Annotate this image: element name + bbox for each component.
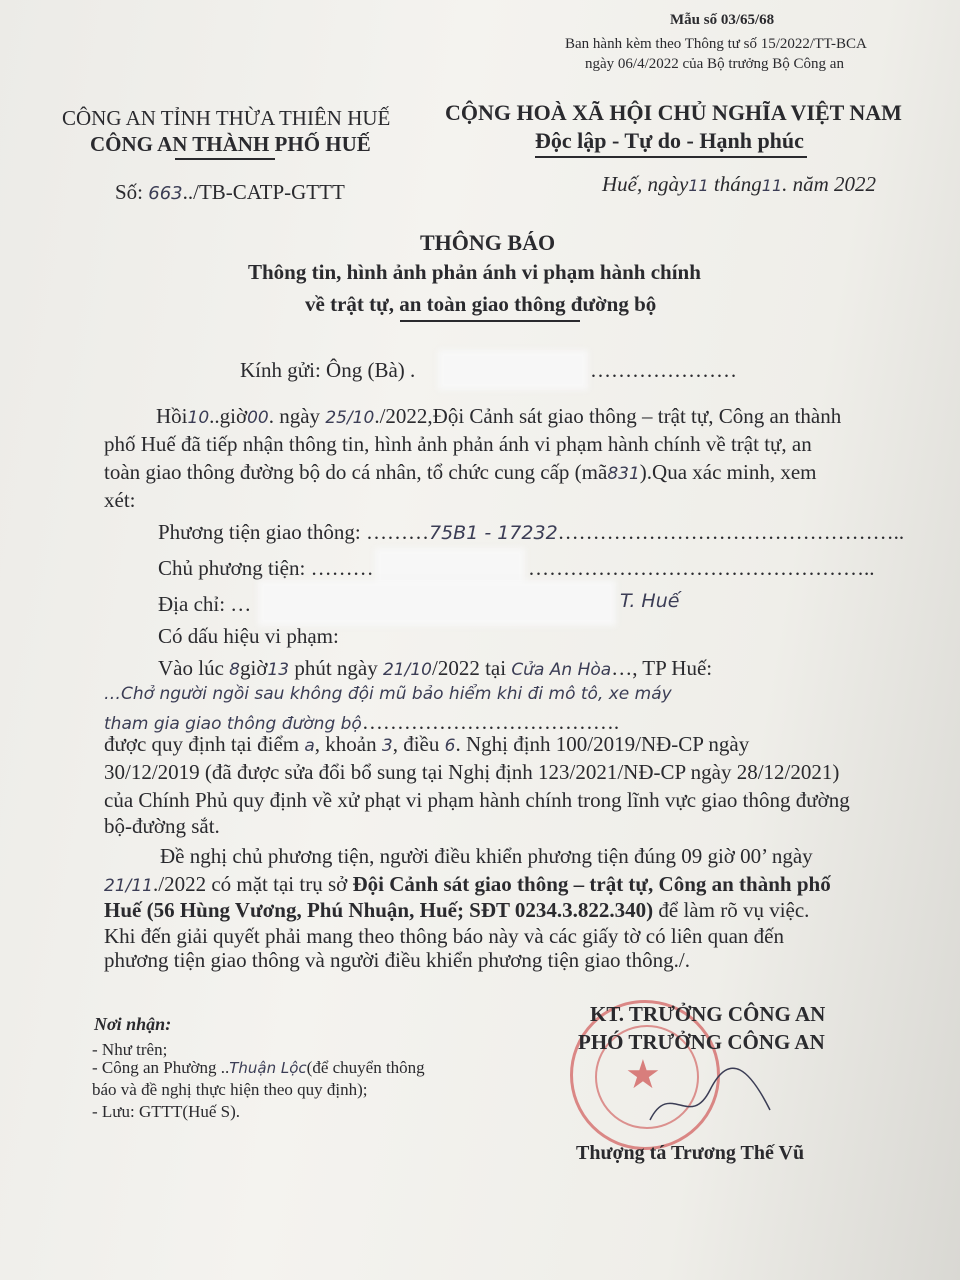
redacted-recipient <box>438 350 588 390</box>
request-line-2 <box>104 872 831 897</box>
signature-title-2: PHÓ TRƯỞNG CÔNG AN <box>578 1030 825 1054</box>
violation-decree: . Nghị định 100/2019/NĐ-CP ngày <box>455 732 750 756</box>
vehicle-label: Phương tiện giao thông: ……… <box>158 520 429 544</box>
doc-subtitle-1: Thông tin, hình ảnh phản ánh vi phạm hành chính <box>248 260 701 284</box>
address-label: Địa chỉ: … <box>158 592 252 616</box>
signature-title-1: KT. TRƯỞNG CÔNG AN <box>590 1002 826 1026</box>
seal-star-icon: ★ <box>625 1052 661 1097</box>
violation-hour-hand: 8 <box>229 660 240 680</box>
vehicle-value-hand: 75B1 - 17232 <box>428 522 558 544</box>
intro-hour-hand: 10 <box>187 408 210 428</box>
intro-line-3 <box>104 460 816 485</box>
request-l2-bold: Đội Cảnh sát giao thông – trật tự, Công an thành phố <box>352 872 831 896</box>
recipients-item-2-cont: báo và đề nghị thực hiện theo quy định); <box>92 1080 368 1099</box>
recipients-item-3: - Lưu: GTTT(Huế S). <box>92 1102 241 1121</box>
signer-name: Thượng tá Trương Thế Vũ <box>576 1142 805 1164</box>
address-value-hand: T. Huế <box>620 590 680 612</box>
agency-name: CÔNG AN THÀNH PHỐ HUẾ <box>90 132 371 156</box>
intro-line3-b: ).Qua xác minh, xem <box>639 460 817 484</box>
request-line-3 <box>104 898 809 923</box>
violation-line-6: của Chính Phủ quy định về xử phạt vi phạm hành chính trong lĩnh vực giao thông đường <box>104 788 850 812</box>
date-prefix: Huế, ngày <box>602 172 689 196</box>
date-mid: tháng <box>713 172 762 196</box>
signature-scribble <box>640 1060 780 1140</box>
agency-parent: CÔNG AN TỈNH THỪA THIÊN HUẾ <box>62 106 391 130</box>
doc-title: THÔNG BÁO <box>420 230 556 255</box>
violation-phut-ngay: phút ngày <box>294 656 378 680</box>
intro-min-hand: 00 <box>247 408 269 428</box>
form-issued-line1: Ban hành kèm theo Thông tư số 15/2022/TT-BCA <box>565 36 867 52</box>
form-issued-line2: ngày 06/4/2022 của Bộ trưởng Bộ Công an <box>585 56 844 72</box>
owner-label: Chủ phương tiện: ……… <box>158 556 374 580</box>
form-number: Mẫu số 03/65/68 <box>670 12 775 28</box>
nation-title: CỘNG HOÀ XÃ HỘI CHỦ NGHĨA VIỆT NAM <box>445 100 902 125</box>
issue-date: Huế, ngày11 tháng11. năm 2022 <box>602 172 877 196</box>
request-line-4: Khi đến giải quyết phải mang theo thông báo này và các giấy tờ có liên quan đến <box>104 924 784 948</box>
recipients-ward-hand: Thuận Lộc <box>229 1059 307 1077</box>
violation-line-4 <box>104 732 749 757</box>
violation-line-7: bộ-đường sắt. <box>104 814 220 838</box>
document-number-suffix: ../TB-CATP-GTTT <box>182 180 345 204</box>
violation-diem: được quy định tại điểm <box>104 732 300 756</box>
owner-field <box>158 556 374 581</box>
request-l3-bold: Huế (56 Hùng Vương, Phú Nhuận, Huế; SĐT 0234.3.822.340) <box>104 898 654 922</box>
violation-article-hand: 6 <box>444 736 456 756</box>
violation-vao-luc: Vào lúc <box>158 656 224 680</box>
request-line-5: phương tiện giao thông và người điều khiển phương tiện giao thông./. <box>104 948 690 972</box>
intro-ngay: . ngày <box>268 404 321 428</box>
agency-underline <box>175 158 275 160</box>
vehicle-dots: ………………………………………….. <box>557 520 905 544</box>
recipient-dots: ………………… <box>590 358 737 382</box>
intro-rest: ./2022,Đội Cảnh sát giao thông – trật tự, Công an thành <box>374 404 842 428</box>
violation-date-hand: 21/10 <box>382 660 432 680</box>
address-field <box>158 592 251 617</box>
violation-clause-hand: 3 <box>381 736 393 756</box>
document-number-hand: 663 <box>148 183 183 204</box>
intro-line3-a: toàn giao thông đường bộ do cá nhân, tổ chức cung cấp (mã <box>104 460 608 484</box>
request-line-1: Đề nghị chủ phương tiện, người điều khiển phương tiện đúng 09 giờ 00’ ngày <box>160 844 813 868</box>
recipients-title: Nơi nhận: <box>94 1014 172 1034</box>
date-day-hand: 11 <box>688 176 709 195</box>
recipients-item-1: - Như trên; <box>92 1040 168 1059</box>
violation-point-hand: a <box>304 736 315 756</box>
intro-date-hand: 25/10 <box>325 408 375 428</box>
request-date-hand: 21/11 <box>104 876 153 896</box>
recipients-item-2 <box>92 1058 425 1078</box>
violation-line-3-hand: tham gia giao thông đường bộ <box>104 714 362 734</box>
vehicle-field <box>158 520 904 545</box>
violation-min-hand: 13 <box>267 660 290 680</box>
doc-subtitle-2: về trật tự, an toàn giao thông đường bộ <box>305 292 657 316</box>
motto-underline <box>535 156 807 158</box>
nation-motto: Độc lập - Tự do - Hạnh phúc <box>535 128 804 153</box>
violation-khoan: , khoản <box>314 732 377 756</box>
redacted-address <box>258 580 616 626</box>
violation-line-5: 30/12/2019 (đã được sửa đổi bổ sung tại Nghị định 123/2021/NĐ-CP ngày 28/12/2021) <box>104 760 840 784</box>
violation-dieu: , điều <box>392 732 440 756</box>
intro-code-hand: 831 <box>607 464 640 484</box>
recipients-item-2-a: - Công an Phường .. <box>92 1058 230 1077</box>
date-suffix: năm 2022 <box>792 172 877 196</box>
intro-line-4: xét: <box>104 488 136 512</box>
violation-place-hand: Cửa An Hòa <box>511 660 612 680</box>
violation-tp-hue: …, TP Huế: <box>611 656 713 680</box>
violation-gio: giờ <box>239 656 268 680</box>
intro-line-1 <box>156 404 841 429</box>
title-underline <box>400 320 580 322</box>
intro-gio: ..giờ <box>209 404 248 428</box>
document-number <box>115 180 345 205</box>
request-l2-a: ./2022 có mặt tại trụ sở <box>153 872 348 896</box>
recipient-label: Kính gửi: Ông (Bà) . <box>240 358 416 382</box>
violation-label: Có dấu hiệu vi phạm: <box>158 624 339 648</box>
request-l3-b: để làm rõ vụ việc. <box>658 898 810 922</box>
violation-line-2-hand: …Chở người ngồi sau không đội mũ bảo hiểm khi đi mô tô, xe máy <box>104 684 672 704</box>
recipients-item-2-b: (để chuyển thông <box>306 1058 425 1077</box>
owner-dots: ………………………………………….. <box>528 556 875 580</box>
document-number-label: Số: <box>115 180 144 204</box>
violation-line-3-dots: ………………………………. <box>361 710 620 734</box>
date-month-hand: 11 <box>761 176 783 195</box>
intro-hoi: Hồi <box>156 404 188 428</box>
violation-year: /2022 tại <box>431 656 507 680</box>
violation-line-1 <box>158 656 712 681</box>
intro-line-2: phố Huế đã tiếp nhận thông tin, hình ảnh phản ánh vi phạm hành chính về trật tự, an <box>104 432 812 456</box>
